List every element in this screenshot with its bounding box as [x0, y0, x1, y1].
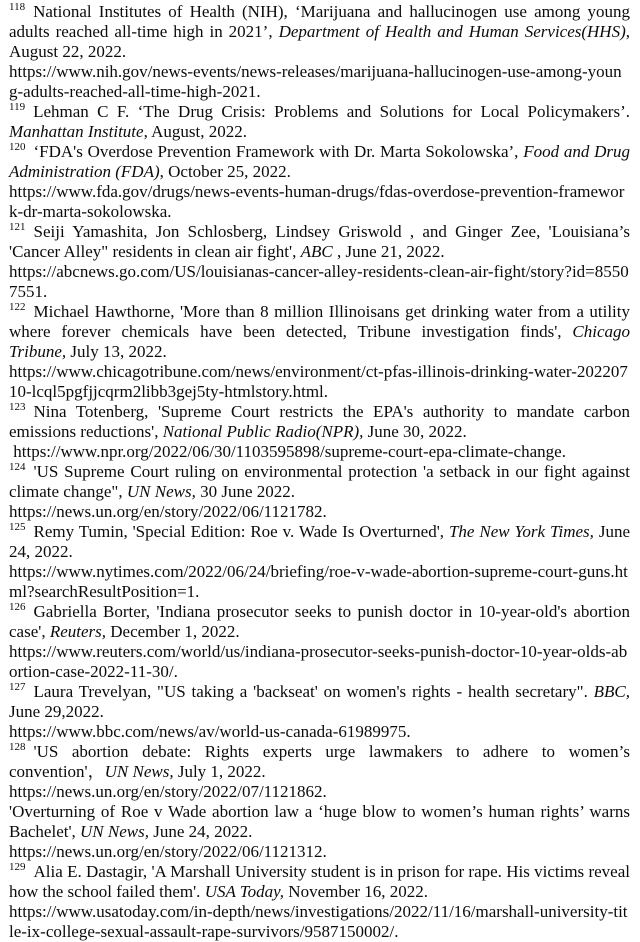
footnote-number: 128: [9, 741, 26, 754]
citation-url: https://www.fda.gov/drugs/news-events-human-drugs/fdas-overdose-prevention-framework-dr-marta-sokolowska.: [9, 182, 625, 221]
citation-text: June 24, 2022.: [9, 522, 630, 561]
source-name: BBC,: [593, 682, 630, 701]
source-name: USA Today,: [204, 882, 285, 901]
citation-url: https://www.nih.gov/news-events/news-releases/marijuana-hallucinogen-use-among-young-adults-reached-all-time-high-2021.: [9, 62, 622, 101]
citation-text: June 29,2022.: [9, 702, 104, 721]
citation-text: , October 25, 2022.: [159, 162, 291, 181]
citation-url: https://www.reuters.com/world/us/indiana-prosecutor-seeks-punish-doctor-10-year-olds-abortion-case-2022-11-30/.: [9, 642, 628, 681]
footnote-number: 124: [9, 461, 26, 474]
citation-text: December 1, 2022.: [106, 622, 240, 641]
footnote-entry: [9, 302, 630, 402]
citation-url: https://news.un.org/en/story/2022/06/1121782.: [9, 502, 327, 521]
footnote-text: [9, 522, 630, 562]
footnote-number: 127: [9, 681, 26, 694]
citation-text: June 24, 2022.: [149, 822, 253, 841]
footnote-number: 118: [9, 1, 26, 14]
footnote-text: [9, 142, 630, 182]
citation-url: https://abcnews.go.com/US/louisianas-cancer-alley-residents-clean-air-fight/story?id=85507551.: [9, 262, 629, 301]
footnote-entry: [9, 2, 630, 102]
footnote-entry: [9, 682, 630, 742]
citation-url: https://www.bbc.com/news/av/world-us-canada-61989975.: [9, 722, 411, 741]
footnote-number: 122: [9, 301, 26, 314]
source-name: UN News,: [104, 762, 174, 781]
citation-text: June 30, 2022.: [363, 422, 467, 441]
footnote-text: [9, 742, 630, 782]
footnote-text: [9, 302, 630, 362]
footnotes-list: [9, 2, 630, 942]
footnote-entry: [9, 462, 630, 522]
citation-text: 'US abortion debate: Rights experts urge lawmakers to adhere to women’s convention'，: [9, 742, 630, 781]
citation-text: , August, 2022.: [143, 122, 248, 141]
citation-url: https://www.nytimes.com/2022/06/24/briefing/roe-v-wade-abortion-supreme-court-guns.html?searchResultPosition=1.: [9, 562, 628, 601]
footnote-entry: [9, 802, 630, 862]
footnote-text: [9, 682, 630, 722]
footnote-text: [9, 402, 630, 442]
citation-url: https://www.usatoday.com/in-depth/news/investigations/2022/11/16/marshall-university-title-ix-college-sexual-assault-rape-survivors/9587150002/.: [9, 902, 628, 941]
source-name: Reuters,: [49, 622, 107, 641]
citation-url: https://news.un.org/en/story/2022/06/1121312.: [9, 842, 327, 861]
footnote-number: 126: [9, 601, 26, 614]
footnote-entry: [9, 222, 630, 302]
citation-url: https://www.chicagotribune.com/news/environment/ct-pfas-illinois-drinking-water-20220710-lcql5pgfjjcqrm2libb3gej5ty-htmlstory.html.: [9, 362, 628, 401]
source-name: Food and Drug Administration (FDA): [9, 142, 631, 181]
footnote-text: [9, 462, 630, 502]
citation-text: Nina Totenberg, 'Supreme Court restricts the EPA's authority to mandate carbon emissions reductions',: [9, 402, 630, 441]
source-name: Department of Health and Human Services(HHS): [278, 22, 626, 41]
footnote-entry: [9, 602, 630, 682]
citation-text: Seiji Yamashita, Jon Schlosberg, Lindsey Griswold , and Ginger Zee, 'Louisiana’s 'Cancer Alley" residents in clean air fight',: [9, 222, 630, 261]
citation-text: July 1, 2022.: [173, 762, 266, 781]
citation-text: Lehman C F. ‘The Drug Crisis: Problems and Solutions for Local Policymakers’.: [33, 102, 630, 121]
footnote-text: [9, 2, 630, 62]
citation-text: Gabriella Borter, 'Indiana prosecutor seeks to punish doctor in 10-year-old's abortion case',: [9, 602, 630, 641]
footnote-entry: [9, 402, 630, 462]
citation-text: , June 21, 2022.: [332, 242, 445, 261]
citation-text: Remy Tumin, 'Special Edition: Roe v. Wade Is Overturned',: [33, 522, 449, 541]
footnote-number: 129: [9, 861, 26, 874]
source-name: UN News,: [80, 822, 149, 841]
citation-text: Alia E. Dastagir, 'A Marshall University student is in prison for rape. His victims reveal how the school failed them'.: [9, 862, 630, 901]
source-name: The New York Times,: [448, 522, 594, 541]
source-name: Manhattan Institute: [9, 122, 144, 141]
source-name: UN News,: [126, 482, 196, 501]
citation-text: November 16, 2022.: [284, 882, 429, 901]
footnote-text: [9, 102, 630, 142]
citation-text: 30 June 2022.: [195, 482, 295, 501]
footnote-text: [9, 802, 630, 842]
citation-text: 'US Supreme Court ruling on environmental protection 'a setback in our fight against climate change",: [9, 462, 630, 501]
footnote-entry: [9, 862, 630, 942]
footnote-entry: [9, 102, 630, 142]
source-name: Chicago Tribune,: [9, 322, 630, 361]
citation-url: https://news.un.org/en/story/2022/07/1121862.: [9, 782, 327, 801]
footnote-entry: [9, 142, 630, 222]
footnote-number: 119: [9, 101, 26, 114]
citation-text: ‘FDA's Overdose Prevention Framework with Dr. Marta Sokolowska’,: [33, 142, 524, 161]
footnote-text: [9, 602, 630, 642]
source-name: National Public Radio(NPR),: [162, 422, 364, 441]
footnote-number: 123: [9, 401, 26, 414]
footnote-number: 125: [9, 521, 26, 534]
source-name: ABC: [300, 242, 333, 261]
citation-text: National Institutes of Health (NIH), ‘Marijuana and hallucinogen use among young adults reached all-time high in 2021’,: [9, 2, 630, 41]
citation-text: Laura Trevelyan, "US taking a 'backseat' on women's rights - health secretary".: [33, 682, 594, 701]
footnote-text: [9, 222, 630, 262]
citation-url: https://www.npr.org/2022/06/30/1103595898/supreme-court-epa-climate-change.: [9, 442, 566, 461]
footnote-entry: [9, 742, 630, 802]
citation-text: July 13, 2022.: [66, 342, 167, 361]
citation-text: , August 22, 2022.: [9, 22, 631, 61]
footnote-entry: [9, 522, 630, 602]
citation-text: Michael Hawthorne, 'More than 8 million Illinoisans get drinking water from a utility where forever chemicals have been detected, Tribune investigation finds',: [9, 302, 630, 341]
footnote-number: 121: [9, 221, 26, 234]
footnote-text: [9, 862, 630, 902]
citation-text: 'Overturning of Roe v Wade abortion law a ‘huge blow to women’s human rights’ warns Bachelet',: [9, 802, 630, 841]
footnote-number: 120: [9, 141, 26, 154]
